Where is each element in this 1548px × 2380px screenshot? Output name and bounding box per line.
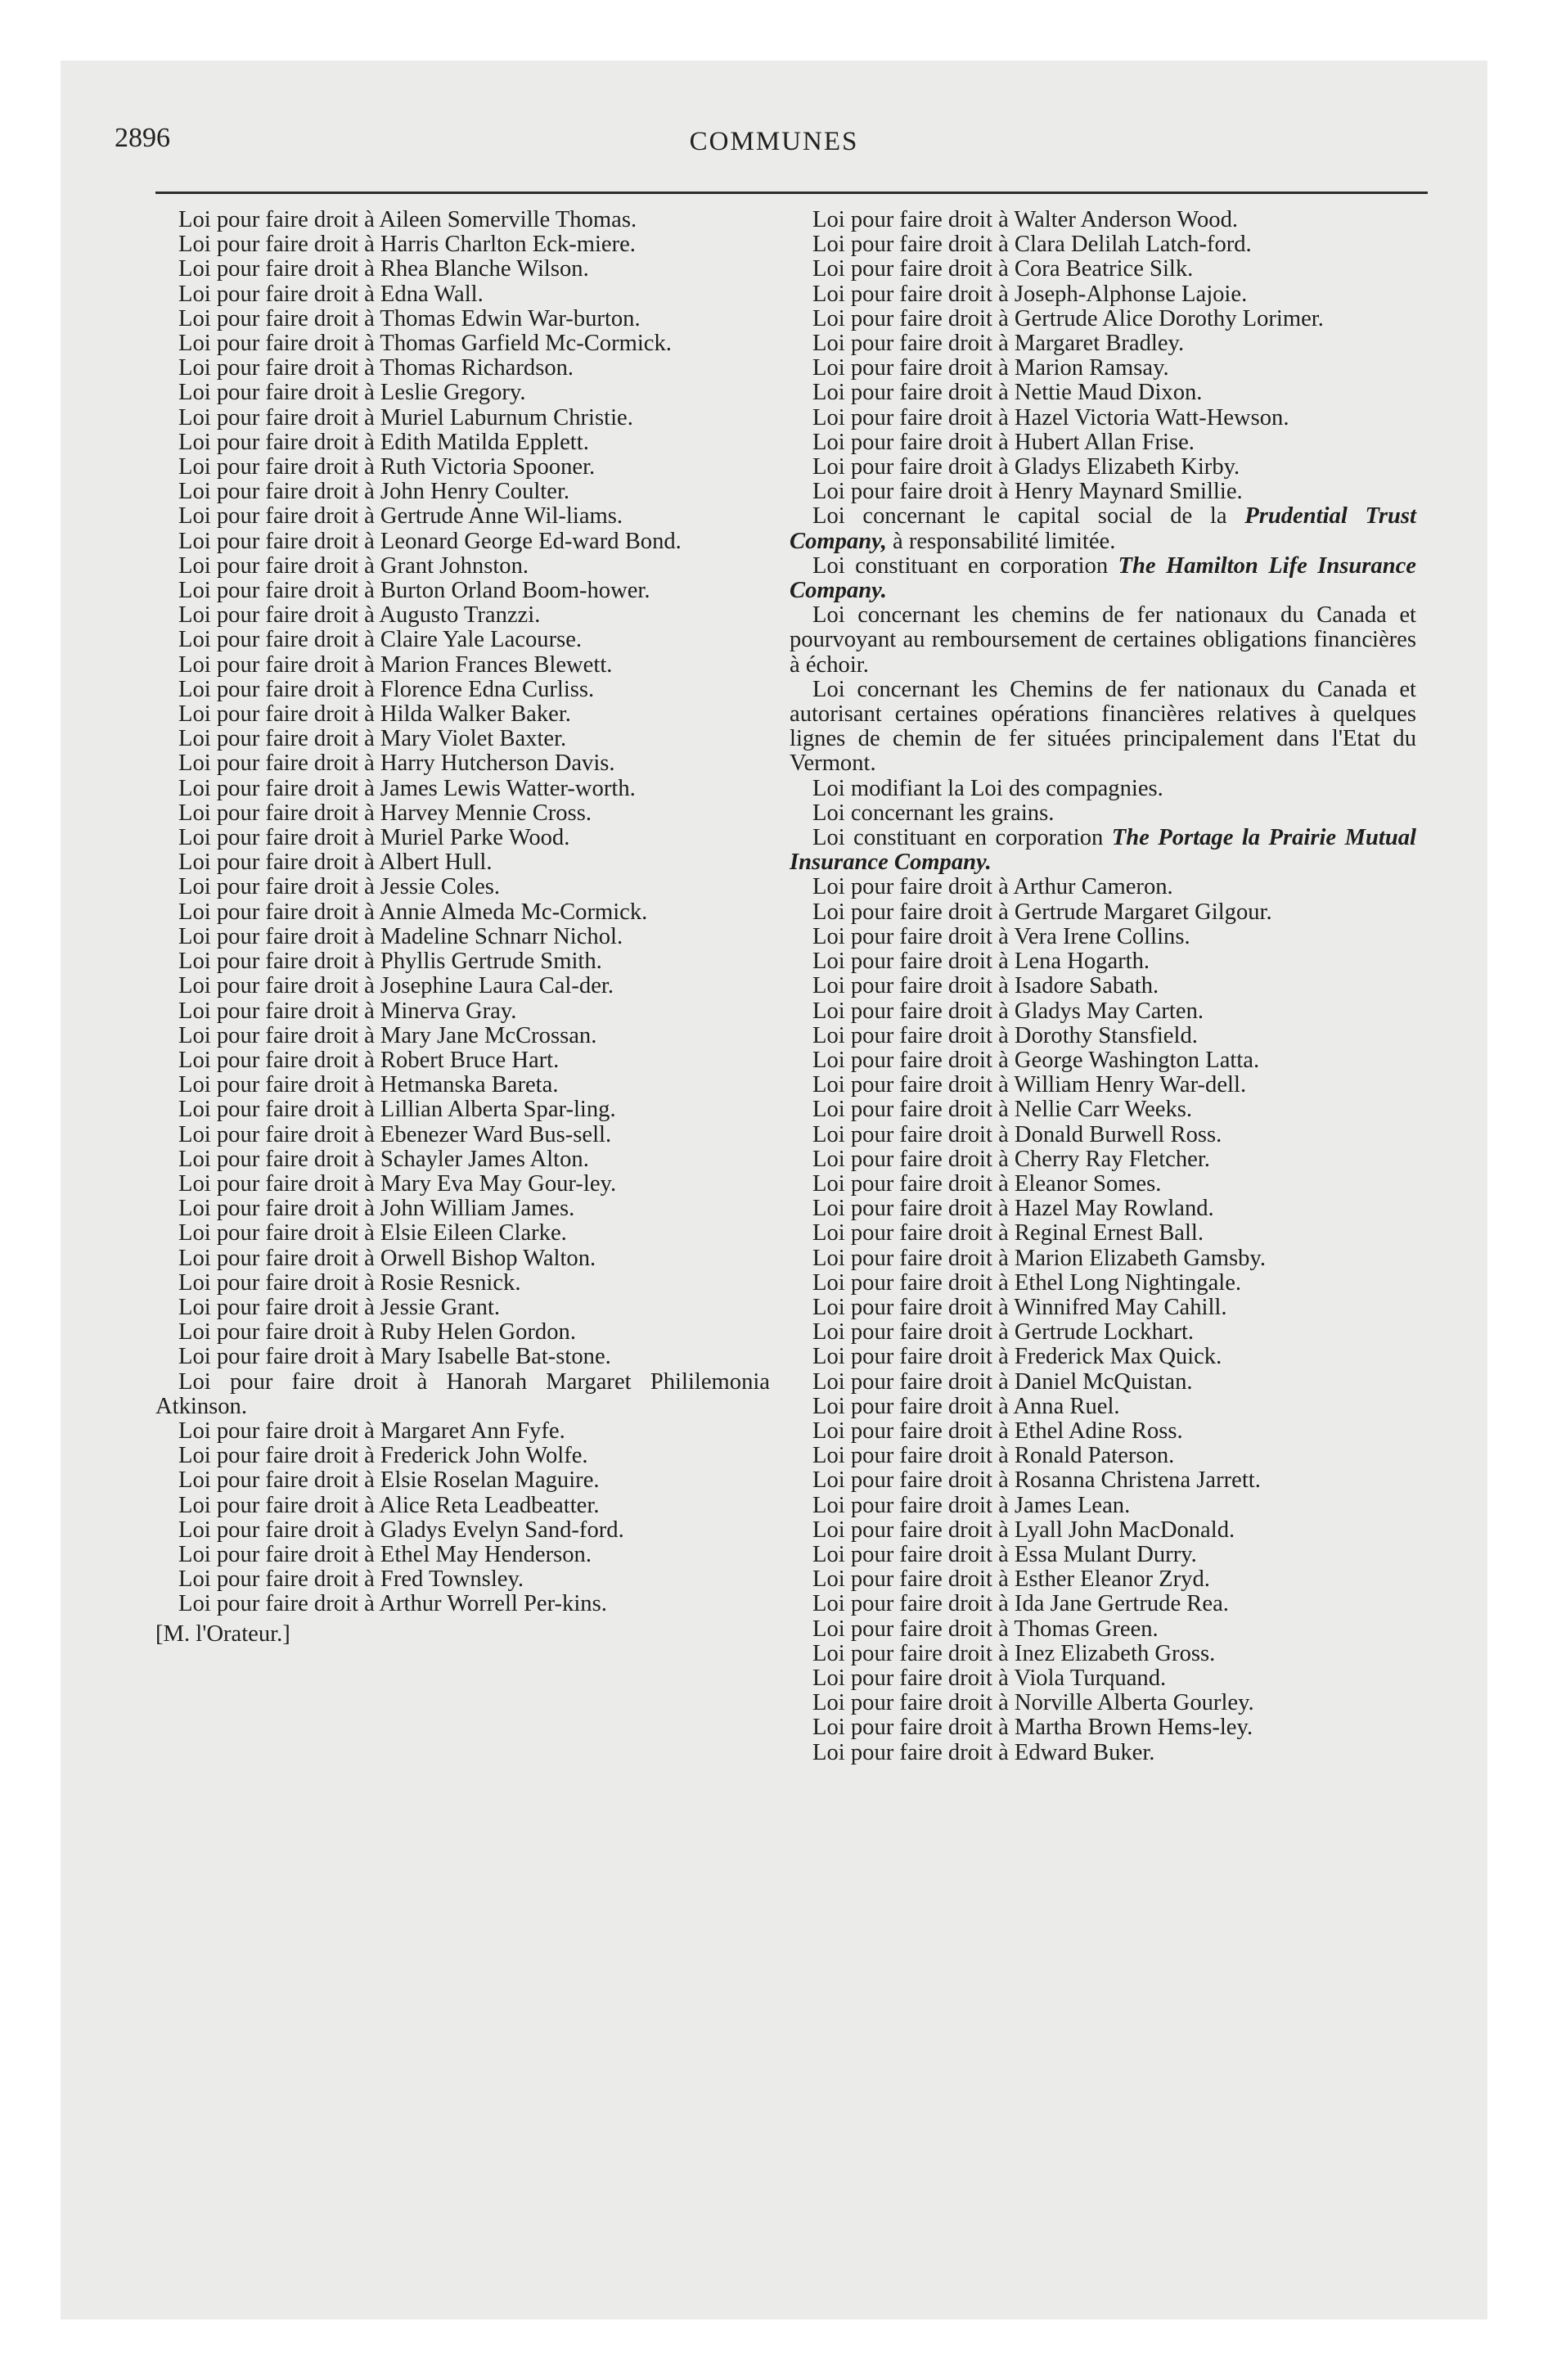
bill-entry: Loi pour faire droit à Esther Eleanor Zryd. (812, 1566, 1210, 1593)
bill-entry: Loi pour faire droit à Frederick John Wolfe. (178, 1443, 588, 1469)
bill-entry: Loi pour faire droit à Gertrude Anne Wil-liams. (178, 503, 623, 530)
bill-entry: Loi pour faire droit à James Lean. (812, 1492, 1131, 1518)
bill-entry: Loi pour faire droit à Hilda Walker Baker. (178, 701, 571, 728)
bill-entry: Loi pour faire droit à Edward Buker. (812, 1739, 1155, 1765)
bill-entry: Loi pour faire droit à Daniel McQuistan. (812, 1368, 1193, 1395)
bill-entry: Loi pour faire droit à Schayler James Alton. (178, 1146, 589, 1172)
bill-entry: Loi pour faire droit à Augusto Tranzzi. (178, 602, 541, 629)
bill-entry: Loi pour faire droit à Elsie Eileen Clarke. (178, 1220, 567, 1246)
hamilton-company-name: The Hamilton Life Insurance Company. (790, 552, 1416, 604)
bill-entry: Loi pour faire droit à Aileen Somerville Thomas. (178, 207, 637, 232)
bill-entry: Loi pour faire droit à Donald Burwell Ross. (812, 1121, 1222, 1147)
bill-entry: Loi pour faire droit à Jessie Grant. (178, 1294, 501, 1320)
bill-entry: Loi pour faire droit à William Henry War-dell. (812, 1072, 1247, 1098)
bill-entry: Loi pour faire droit à Ruth Victoria Spooner. (178, 454, 596, 480)
bill-entry: Loi concernant les Chemins de fer nationaux du Canada et autorisant certaines opérations financières relatives à quelques lignes de chemin de fer situées principalement dans l'Etat du Vermont. (790, 676, 1416, 777)
bill-entry: Loi pour faire droit à Inez Elizabeth Gross. (812, 1640, 1216, 1666)
bill-entry: Loi pour faire droit à Alice Reta Leadbeatter. (178, 1492, 600, 1518)
bill-entry: Loi pour faire droit à Harry Hutcherson Davis. (178, 751, 615, 777)
bill-prudential (790, 504, 1416, 553)
bill-entry: Loi pour faire droit à Essa Mulant Durry. (812, 1541, 1197, 1567)
bill-entry: Loi pour faire droit à John Henry Coulter. (178, 479, 570, 505)
bill-entry: Loi pour faire droit à Mary Eva May Gour-ley. (178, 1170, 617, 1197)
bill-entry: Loi pour faire droit à Ethel Long Nightingale. (812, 1269, 1242, 1296)
bill-entry: Loi concernant les grains. (812, 800, 1055, 826)
bill-entry: Loi pour faire droit à Harvey Mennie Cross. (178, 800, 592, 826)
bill-entry: Loi pour faire droit à George Washington Latta. (812, 1047, 1260, 1073)
bill-entry: Loi pour faire droit à Rhea Blanche Wilson. (178, 256, 589, 282)
bill-entry: Loi pour faire droit à James Lewis Watter-worth. (178, 775, 636, 801)
bill-entry: Loi pour faire droit à Leslie Gregory. (178, 380, 526, 406)
bill-entry: Loi pour faire droit à Isadore Sabath. (812, 973, 1159, 999)
bill-entry: Loi pour faire droit à Ruby Helen Gordon. (178, 1319, 576, 1346)
bill-entry: Loi pour faire droit à Arthur Cameron. (812, 874, 1173, 900)
right-bill-list-a (790, 208, 1416, 504)
bill-entry: Loi pour faire droit à Claire Yale Lacourse. (178, 627, 583, 653)
bill-entry: Loi pour faire droit à Minerva Gray. (178, 998, 517, 1024)
bill-entry: Loi pour faire droit à Josephine Laura Cal-der. (178, 973, 614, 999)
bill-entry: Loi pour faire droit à Muriel Parke Wood. (178, 825, 570, 851)
bill-entry: Loi pour faire droit à Viola Turquand. (812, 1665, 1167, 1691)
bill-entry: Loi pour faire droit à Rosanna Christena Jarrett. (812, 1467, 1261, 1494)
page-title: COMMUNES (689, 127, 859, 156)
bill-entry: Loi pour faire droit à Mary Violet Baxter. (178, 726, 567, 752)
bill-entry: Loi pour faire droit à Orwell Bishop Walton. (178, 1245, 596, 1271)
left-column (155, 208, 770, 1647)
bill-entry: Loi pour faire droit à Cora Beatrice Silk. (812, 256, 1194, 282)
bill-entry: Loi pour faire droit à Margaret Bradley. (812, 331, 1185, 357)
bill-entry: Loi pour faire droit à Eleanor Somes. (812, 1170, 1162, 1197)
bill-entry: Loi pour faire droit à Nettie Maud Dixon. (812, 380, 1203, 406)
bill-entry: Loi pour faire droit à Ethel May Henderson. (178, 1541, 592, 1567)
bill-entry: Loi pour faire droit à Lyall John MacDonald. (812, 1517, 1235, 1543)
bill-entry: Loi pour faire droit à Gertrude Alice Dorothy Lorimer. (812, 305, 1324, 331)
bill-entry: Loi pour faire droit à Edith Matilda Epplett. (178, 429, 589, 455)
bill-entry: Loi pour faire droit à Nellie Carr Weeks. (812, 1097, 1193, 1123)
bill-entry: Loi pour faire droit à Marion Elizabeth Gamsby. (812, 1245, 1266, 1271)
bill-entry: Loi pour faire droit à Rosie Resnick. (178, 1269, 521, 1296)
bill-entry: Loi pour faire droit à Henry Maynard Smillie. (812, 479, 1243, 505)
bill-entry: Loi pour faire droit à Burton Orland Boom-hower. (178, 578, 650, 604)
bill-hamilton-prefix: Loi constituant en corporation (812, 552, 1118, 579)
bill-entry: Loi pour faire droit à Thomas Richardson. (178, 355, 574, 381)
bill-hamilton (790, 554, 1416, 603)
bill-entry: Loi pour faire droit à Florence Edna Curliss. (178, 676, 595, 702)
portage-company-name: The Portage la Prairie Mutual Insurance Company. (790, 825, 1416, 876)
header-rule (155, 192, 1428, 194)
bill-entry: Loi pour faire droit à Gertrude Lockhart. (812, 1319, 1195, 1346)
page-number: 2896 (115, 123, 170, 153)
bill-entry: Loi pour faire droit à Anna Ruel. (812, 1393, 1120, 1419)
bill-entry: Loi pour faire droit à Walter Anderson Wood. (812, 207, 1239, 232)
bill-entry: Loi pour faire droit à Norville Alberta Gourley. (812, 1690, 1254, 1716)
bill-entry: Loi pour faire droit à Annie Almeda Mc-Cormick. (178, 899, 648, 925)
bill-entry: Loi pour faire droit à Fred Townsley. (178, 1566, 524, 1593)
bill-entry: Loi pour faire droit à Marion Frances Blewett. (178, 651, 613, 678)
bill-entry: Loi pour faire droit à Lena Hogarth. (812, 949, 1150, 975)
bill-entry: Loi pour faire droit à Hazel Victoria Watt-Hewson. (812, 404, 1289, 430)
bill-entry: Loi pour faire droit à Edna Wall. (178, 281, 484, 307)
bill-portage-prefix: Loi constituant en corporation (812, 825, 1112, 851)
bill-entry: Loi pour faire droit à Reginal Ernest Ball. (812, 1220, 1204, 1246)
bill-entry: Loi concernant les chemins de fer nationaux du Canada et pourvoyant au remboursement de certaines obligations financières à échoir. (790, 602, 1416, 678)
bill-entry: Loi pour faire droit à Ethel Adine Ross. (812, 1418, 1183, 1444)
bill-entry: Loi pour faire droit à Muriel Laburnum Christie. (178, 404, 633, 430)
bill-entry: Loi pour faire droit à Thomas Green. (812, 1616, 1159, 1642)
bill-entry: Loi pour faire droit à Ida Jane Gertrude Rea. (812, 1591, 1229, 1617)
bill-entry: Loi pour faire droit à Hanorah Margaret Phililemonia Atkinson. (155, 1368, 770, 1419)
bill-entry: Loi pour faire droit à Margaret Ann Fyfe. (178, 1418, 565, 1444)
prudential-company-name: Prudential Trust Company, (790, 503, 1416, 554)
bill-entry: Loi pour faire droit à Ronald Paterson. (812, 1443, 1175, 1469)
bill-entry: Loi pour faire droit à Hazel May Rowland. (812, 1196, 1214, 1222)
bill-entry: Loi pour faire droit à Mary Isabelle Bat-stone. (178, 1344, 611, 1370)
bill-entry: Loi pour faire droit à Arthur Worrell Per-kins. (178, 1591, 607, 1617)
bill-entry: Loi pour faire droit à Winnifred May Cahill. (812, 1294, 1227, 1320)
bill-entry: Loi pour faire droit à Mary Jane McCrossan. (178, 1022, 597, 1048)
right-column (790, 208, 1416, 1765)
speaker-attribution: [M. l'Orateur.] (155, 1620, 290, 1647)
bill-portage (790, 826, 1416, 875)
bill-prudential-suffix: à responsabilité limitée. (886, 528, 1116, 554)
bill-entry: Loi pour faire droit à Gladys Elizabeth Kirby. (812, 454, 1240, 480)
bill-entry: Loi pour faire droit à Ebenezer Ward Bus-sell. (178, 1121, 612, 1147)
bill-entry: Loi pour faire droit à John William James. (178, 1196, 575, 1222)
bill-entry: Loi pour faire droit à Leonard George Ed-ward Bond. (178, 528, 682, 554)
bill-prudential-prefix: Loi concernant le capital social de la (812, 503, 1245, 530)
bill-entry: Loi pour faire droit à Hubert Allan Frise. (812, 429, 1195, 455)
bill-entry: Loi pour faire droit à Jessie Coles. (178, 874, 501, 900)
bill-entry: Loi pour faire droit à Hetmanska Bareta. (178, 1072, 559, 1098)
left-bill-list (155, 208, 770, 1617)
bill-entry: Loi pour faire droit à Gladys May Carten. (812, 998, 1204, 1024)
right-bill-list-b (790, 603, 1416, 826)
bill-entry: Loi pour faire droit à Gladys Evelyn Sand-ford. (178, 1517, 624, 1543)
bill-entry: Loi pour faire droit à Frederick Max Quick. (812, 1344, 1222, 1370)
bill-entry: Loi pour faire droit à Vera Irene Collins. (812, 923, 1190, 949)
bill-entry: Loi pour faire droit à Thomas Edwin War-burton. (178, 305, 641, 331)
bill-entry: Loi pour faire droit à Dorothy Stansfield. (812, 1022, 1198, 1048)
bill-entry: Loi pour faire droit à Elsie Roselan Maguire. (178, 1467, 600, 1494)
bill-entry: Loi pour faire droit à Harris Charlton Eck-miere. (178, 232, 636, 258)
bill-entry: Loi pour faire droit à Gertrude Margaret Gilgour. (812, 899, 1272, 925)
bill-entry: Loi pour faire droit à Grant Johnston. (178, 552, 529, 579)
bill-entry: Loi pour faire droit à Phyllis Gertrude Smith. (178, 949, 602, 975)
bill-entry: Loi pour faire droit à Lillian Alberta Spar-ling. (178, 1097, 616, 1123)
bill-entry: Loi pour faire droit à Joseph-Alphonse Lajoie. (812, 281, 1248, 307)
bill-entry: Loi modifiant la Loi des compagnies. (812, 775, 1163, 801)
bill-entry: Loi pour faire droit à Robert Bruce Hart. (178, 1047, 560, 1073)
bill-entry: Loi pour faire droit à Martha Brown Hems-ley. (812, 1715, 1253, 1741)
bill-entry: Loi pour faire droit à Marion Ramsay. (812, 355, 1169, 381)
bill-entry: Loi pour faire droit à Madeline Schnarr Nichol. (178, 923, 623, 949)
bill-entry: Loi pour faire droit à Cherry Ray Fletcher. (812, 1146, 1210, 1172)
bill-entry: Loi pour faire droit à Albert Hull. (178, 850, 493, 876)
bill-entry: Loi pour faire droit à Thomas Garfield Mc-Cormick. (178, 331, 672, 357)
bill-entry: Loi pour faire droit à Clara Delilah Latch-ford. (812, 232, 1252, 258)
right-bill-list-c (790, 875, 1416, 1765)
